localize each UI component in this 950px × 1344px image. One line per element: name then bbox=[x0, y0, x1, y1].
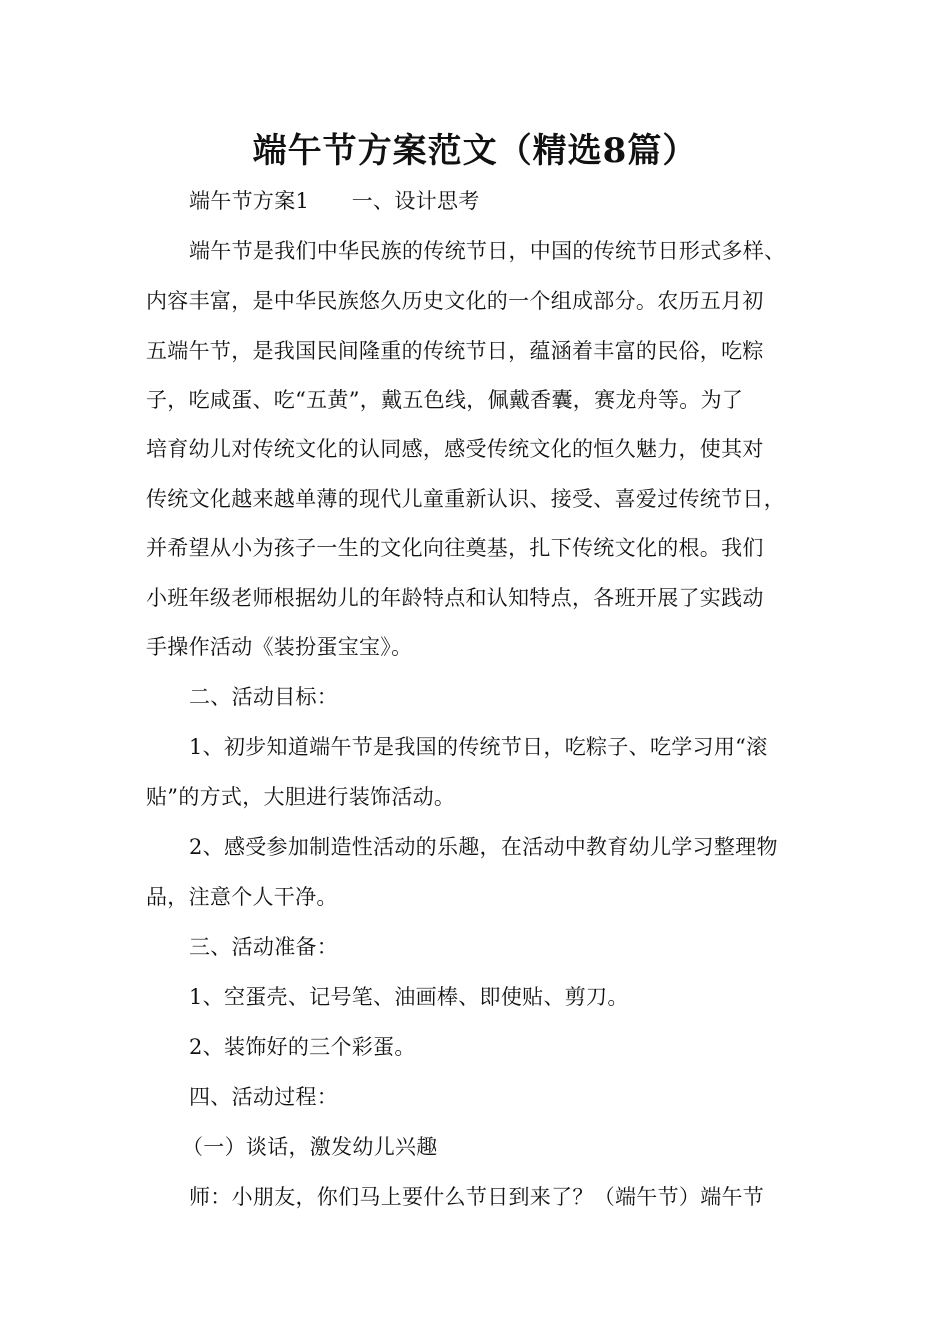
paragraph-line: 手操作活动《装扮蛋宝宝》。 bbox=[146, 635, 413, 659]
paragraph-line: 传统文化越来越单薄的现代儿童重新认识、接受、喜爱过传统节日， bbox=[146, 487, 785, 511]
paragraph-line: 2、感受参加制造性活动的乐趣，在活动中教育幼儿学习整理物 bbox=[189, 835, 778, 859]
paragraph-line: 贴”的方式，大胆进行装饰活动。 bbox=[146, 785, 456, 809]
paragraph-line: 2、装饰好的三个彩蛋。 bbox=[189, 1035, 416, 1059]
paragraph-line: 五端午节，是我国民间隆重的传统节日，蕴涵着丰富的民俗，吃粽 bbox=[146, 339, 764, 363]
paragraph-line: 品，注意个人干净。 bbox=[146, 885, 338, 909]
section-heading-line: 四、活动过程： bbox=[189, 1085, 339, 1109]
paragraph-line: 内容丰富，是中华民族悠久历史文化的一个组成部分。农历五月初 bbox=[146, 289, 764, 313]
section-heading-line: 三、活动准备： bbox=[189, 935, 339, 959]
paragraph-line: 并希望从小为孩子一生的文化向往奠基，扎下传统文化的根。我们 bbox=[146, 536, 764, 560]
paragraph-line: 师：小朋友，你们马上要什么节日到来了？（端午节）端午节 bbox=[189, 1185, 765, 1209]
section-heading-line: 二、活动目标： bbox=[189, 685, 339, 709]
paragraph-line: 子，吃咸蛋、吃“五黄”，戴五色线，佩戴香囊，赛龙舟等。为了 bbox=[146, 388, 744, 412]
paragraph-line: 小班年级老师根据幼儿的年龄特点和认知特点，各班开展了实践动 bbox=[146, 586, 764, 610]
paragraph-line: 1、初步知道端午节是我国的传统节日，吃粽子、吃学习用“滚 bbox=[189, 735, 768, 759]
paragraph-line: 端午节是我们中华民族的传统节日，中国的传统节日形式多样、 bbox=[189, 239, 786, 263]
section-heading-line: 端午节方案1 一、设计思考 bbox=[189, 189, 480, 213]
document-title: 端午节方案范文（精选8篇） bbox=[252, 131, 698, 171]
paragraph-line: 培育幼儿对传统文化的认同感，感受传统文化的恒久魅力，使其对 bbox=[146, 437, 764, 461]
paragraph-line: 1、空蛋壳、记号笔、油画棒、即使贴、剪刀。 bbox=[189, 985, 629, 1009]
subsection-heading-line: （一）谈话，激发幼儿兴趣 bbox=[182, 1135, 438, 1159]
